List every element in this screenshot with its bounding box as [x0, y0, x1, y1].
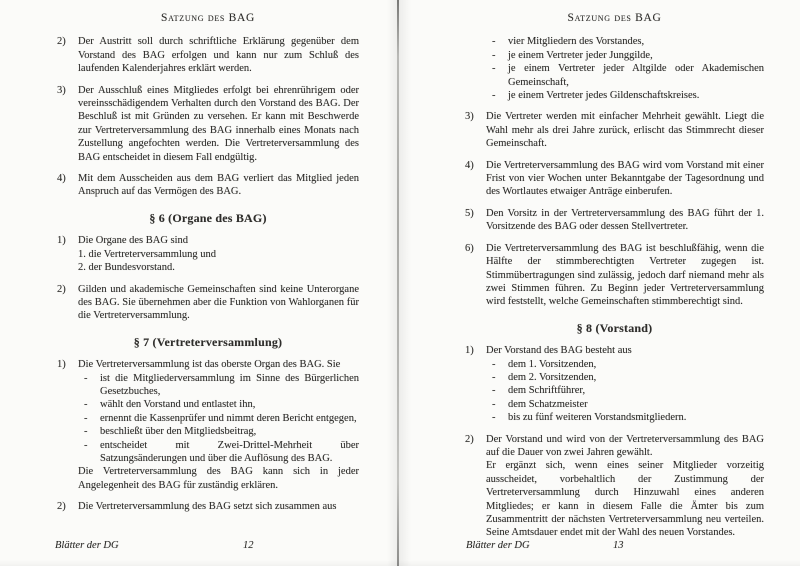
page-number: 13	[613, 539, 624, 551]
paragraph: Der Vorstand und wird von der Vertreterversammlung des BAG auf die Dauer von zwei Jahren gewählt.	[486, 433, 764, 458]
list-item-number: 2)	[57, 36, 66, 48]
paragraph: Die Vertreterversammlung des BAG wird vom Vorstand mit einer Frist von vier Wochen unter Bekanntgabe der Tagesordnung und des Wortlautes etwaiger Anträge einberufen.	[486, 159, 764, 198]
list-item-number: 4)	[57, 173, 66, 185]
list-item	[465, 242, 764, 309]
list-item	[465, 110, 764, 150]
page-number: 12	[243, 539, 254, 551]
section-heading: § 6 (Organe des BAG)	[149, 210, 267, 225]
list-item-number	[465, 35, 486, 102]
dash-bullet-icon: -	[492, 385, 496, 397]
list-item-number: 2)	[57, 501, 66, 513]
dash-bullet-icon: -	[492, 90, 496, 102]
paragraph: Der Austritt soll durch schriftliche Erklärung gegenüber dem Vorstand des BAG erfolgen und kann nur zum Schluß des laufenden Kalenderjahres erklärt werden.	[78, 36, 359, 75]
dash-item-text: bis zu fünf weiteren Vorstandsmitgliedern.	[508, 412, 687, 424]
paragraph: Den Vorsitz in der Vertreterversammlung des BAG führt der 1. Vorsitzende des BAG oder dessen Stellvertreter.	[486, 207, 764, 233]
dash-list-item	[78, 398, 359, 411]
dash-bullet-icon: -	[492, 371, 496, 383]
list-item	[57, 234, 359, 274]
list-item-body	[78, 283, 359, 323]
dash-list-item	[78, 425, 359, 438]
list-item	[465, 207, 764, 234]
dash-item-text: dem Schriftführer,	[508, 385, 586, 397]
list-item	[465, 433, 764, 540]
dash-bullet-icon: -	[492, 49, 496, 61]
list-item	[57, 84, 359, 164]
list-item	[57, 358, 359, 492]
page-left	[0, 0, 399, 566]
running-header: Satzung des BAG	[160, 12, 256, 24]
list-item-body	[486, 159, 764, 199]
list-item-number: 3)	[57, 84, 66, 96]
paragraph: Die Vertreterversammlung ist das oberste Organ des BAG. Sie	[78, 359, 341, 371]
dash-list-item	[78, 372, 359, 399]
list-item	[57, 283, 359, 323]
dash-list-item	[78, 439, 359, 466]
list-item-body	[486, 110, 764, 150]
dash-bullet-icon: -	[492, 358, 496, 370]
page-body	[465, 35, 764, 539]
dash-list-item	[486, 89, 764, 102]
dash-item-text: je einem Vertreter jedes Gildenschaftskreises.	[508, 90, 700, 102]
dash-item-text: wählt den Vorstand und entlastet ihn,	[100, 399, 256, 411]
dash-bullet-icon: -	[84, 399, 88, 411]
dash-item-text: je einem Vertreter jeder Altgilde oder Akademischen Gemeinschaft,	[508, 63, 764, 88]
dash-list-item	[486, 62, 764, 89]
dash-list-item	[486, 358, 764, 371]
list-item-body	[486, 433, 764, 540]
dash-list-item	[486, 384, 764, 397]
dash-item-text: beschließt über den Mitgliedsbeitrag,	[100, 426, 257, 438]
paragraph: Er ergänzt sich, wenn eines seiner Mitglieder vorzeitig ausscheidet, vorbehaltlich der Zustimmung der Vertreterversammlung durch Hinzuwahl eines anderen Mitgliedes; er kann in diesem Falle die Ämter bis zum Zusammentritt der nächsten Vertreterversammlung neu verteilen. Seine Amtsdauer endet mit der Wahl des neuen Vorstandes.	[486, 460, 764, 539]
dash-list-item	[486, 49, 764, 62]
list-item-number: 2)	[465, 433, 474, 445]
dash-bullet-icon: -	[84, 426, 88, 438]
paragraph: Die Vertreter werden mit einfacher Mehrheit gewählt. Liegt die Wahl mehr als drei Jahre zurück, erlischt das Stimmrecht dieser Gemeinschaft.	[486, 111, 764, 150]
dash-bullet-icon: -	[492, 398, 496, 410]
dash-item-text: dem 1. Vorsitzenden,	[508, 358, 597, 370]
list-item	[465, 159, 764, 199]
list-item-number: 4)	[465, 159, 474, 171]
list-item	[57, 172, 359, 199]
text-line: Die Organe des BAG sind	[78, 235, 189, 247]
dash-bullet-icon: -	[492, 63, 496, 75]
dash-item-text: dem 2. Vorsitzenden,	[508, 371, 597, 383]
dash-item-text: je einem Vertreter jeder Junggilde,	[508, 49, 653, 61]
list-item-body	[78, 35, 359, 75]
text-line: 2. der Bundesvorstand.	[78, 262, 175, 274]
list-item-body	[78, 172, 359, 199]
list-item-number: 3)	[465, 111, 474, 123]
paragraph: Gilden und akademische Gemeinschaften sind keine Unterorgane des BAG. Sie übernehmen aber die Funktion von Wahlorganen für die Vertreterversammlung.	[78, 283, 359, 322]
list-item-body	[78, 500, 359, 513]
list-item-number: 1)	[57, 359, 66, 371]
paragraph: Mit dem Ausscheiden aus dem BAG verliert das Mitglied jeden Anspruch auf das Vermögen des BAG.	[78, 173, 359, 198]
list-item	[57, 500, 359, 513]
paragraph: Der Vorstand des BAG besteht aus	[486, 345, 632, 357]
page-body	[57, 35, 359, 513]
dash-list-item	[486, 35, 764, 48]
list-item-number: 5)	[465, 207, 474, 219]
section-heading: § 7 (Vertreterversammlung)	[133, 334, 283, 349]
text-line: 1. die Vertreterversammlung und	[78, 248, 217, 260]
page-right	[399, 0, 798, 566]
dash-bullet-icon: -	[492, 412, 496, 424]
dash-item-text: entscheidet mit Zwei-Drittel-Mehrheit über Satzungsänderungen und über die Auflösung des BAG.	[100, 439, 359, 464]
dash-item-text: ernennt die Kassenprüfer und nimmt deren Bericht entgegen,	[100, 412, 357, 424]
list-item-body	[486, 35, 764, 102]
paragraph: Die Vertreterversammlung des BAG kann sich in jeder Angelegenheit des BAG für zuständig erklären.	[78, 466, 359, 491]
list-item-number: 6)	[465, 242, 474, 254]
journal-title: Blätter der DG	[466, 539, 530, 551]
dash-list-item	[486, 398, 764, 411]
dash-list-item	[486, 371, 764, 384]
list-item	[465, 35, 764, 102]
dash-list-item	[78, 412, 359, 425]
dash-bullet-icon: -	[84, 412, 88, 424]
dash-item-text: dem Schatzmeister	[508, 398, 588, 410]
dash-item-text: vier Mitgliedern des Vorstandes,	[508, 36, 645, 48]
list-item-body	[78, 84, 359, 164]
dash-list-item	[486, 411, 764, 424]
journal-title: Blätter der DG	[55, 539, 119, 551]
dash-bullet-icon: -	[84, 372, 88, 384]
dash-bullet-icon: -	[84, 439, 88, 451]
section-heading: § 8 (Vorstand)	[576, 320, 653, 335]
paragraph: Der Ausschluß eines Mitgliedes erfolgt bei ehrenrührigem oder vereinsschädigendem Verhalten durch den Vorstand des BAG. Der Beschluß ist mit Gründen zu versehen. Er kann mit Beschwerde zur Vertreterversammlung des BAG innerhalb eines Monats nach Zustellung angefochten werden. Die Vertreterversammlung des BAG entscheidet in diesem Fall endgültig.	[78, 84, 359, 163]
list-item	[57, 35, 359, 75]
running-header: Satzung des BAG	[567, 12, 662, 24]
list-item-body	[486, 344, 764, 424]
paragraph: Die Vertreterversammlung des BAG ist beschlußfähig, wenn die Hälfte der stimmberechtigten Vertreter zugegen ist. Stimmübertragungen sind zulässig, jedoch darf niemand mehr als zwei Stimmen führen. Zu Beginn jeder Vertreterversammlung wird feststellt, welche Gemeinschaften stimmberechtigt sind.	[486, 242, 764, 308]
list-item-body	[486, 242, 764, 309]
list-item-body	[486, 207, 764, 234]
list-item-number: 1)	[57, 235, 66, 247]
list-item	[465, 344, 764, 424]
list-item-body	[78, 234, 359, 274]
dash-item-text: ist die Mitgliederversammlung im Sinne des Bürgerlichen Gesetzbuches,	[100, 372, 359, 397]
dash-bullet-icon: -	[492, 36, 496, 48]
page-gutter-line	[397, 0, 399, 566]
list-item-number: 2)	[57, 283, 66, 295]
list-item-number: 1)	[465, 345, 474, 357]
paragraph: Die Vertreterversammlung des BAG setzt sich zusammen aus	[78, 501, 337, 513]
list-item-body	[78, 358, 359, 492]
